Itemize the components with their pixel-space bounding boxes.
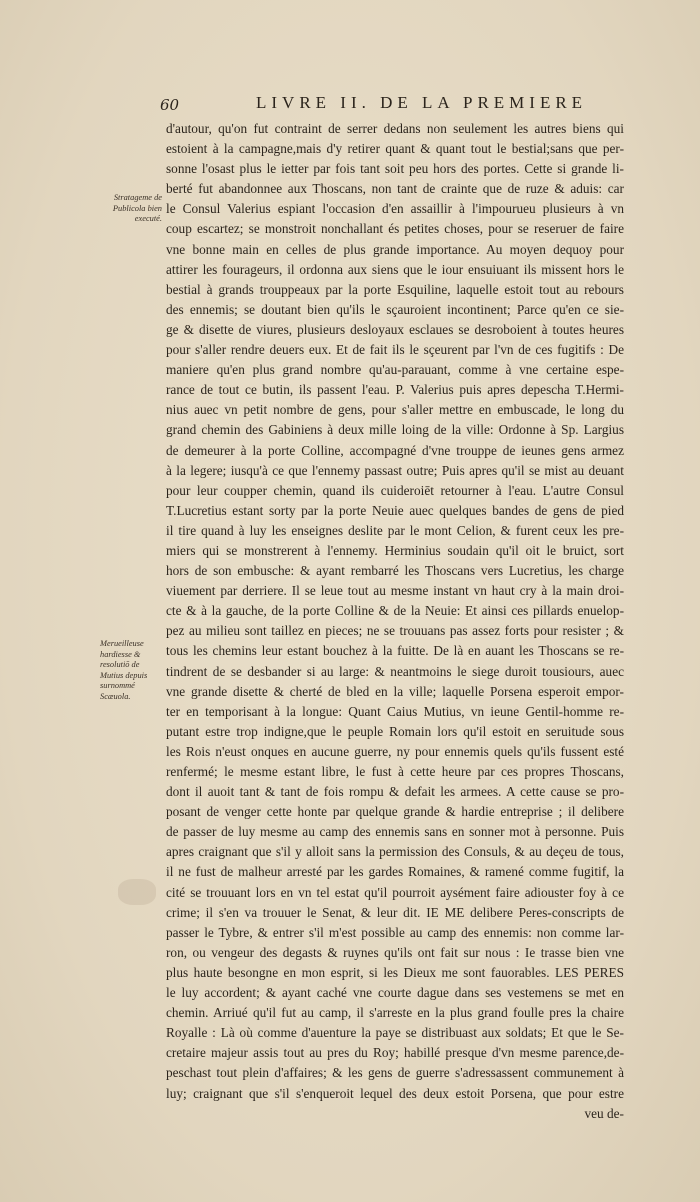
text-line: luy; craignant que s'il s'enqueroit lequel des deux estoit Porsena, que pour estre: [166, 1085, 624, 1101]
text-line: cité se trouuant lors en vn tel estat qu'il pourroit aysément faire adiouster foy à ce: [166, 884, 624, 900]
ink-stain: [118, 879, 156, 905]
text-line: bestial à grands trouppeaux par la porte Esquiline, laquelle estoit tout au rebours: [166, 281, 624, 297]
text-line: vne bonne main en celles de plus grande importance. Au moyen dequoy pour: [166, 241, 624, 257]
text-line: sonne l'osast plus le ietter par fois tant soit peu hors des portes. Cette si grande li-: [166, 161, 624, 177]
text-line: tindrent de se desbander si au large: & neantmoins le siege duroit tousiours, auec: [166, 663, 624, 679]
text-line: pour s'aller rendre deuers eux. Et de fait ils le sçeurent par l'vn de ces fugitifs : De: [166, 342, 624, 358]
text-line: apres craignant que s'il y alloit sans la permission des Consuls, & au deçeu de tous,: [166, 844, 624, 860]
text-line: hors de son embusche: & ayant rembarré les Thoscans vers Lucretius, les charge: [166, 563, 624, 579]
text-line: posant de venger cette honte par quelque grande & hardie entreprise ; il delibere: [166, 804, 624, 820]
text-line: peschast tout plein d'affaires; & les gens de guerre s'adressassent communement à: [166, 1065, 624, 1081]
text-line: attirer les fourageurs, il ordonna aux siens que le iour ensuiuant ils missent hors le: [166, 261, 624, 277]
margin-note-stratagem: Stratageme de Publicola bien executé.: [112, 193, 162, 223]
running-head: LIVRE II. DE LA PREMIERE: [256, 93, 588, 112]
text-line: pez au milieu sont taillez en pieces; ne se trouuans pas assez forts pour resister ; &: [166, 623, 624, 639]
text-line: de passer de luy mesme au camp des ennemis sans en sonner mot à personne. Puis: [166, 824, 624, 840]
text-line: ter en temporisant à la longue: Quant Caius Mutius, vn ieune Gentil-homme re-: [166, 703, 624, 719]
text-line: veu de-: [584, 1105, 624, 1121]
text-line: cretaire majeur assis tout au pres du Roy; habillé presque d'vn mesme parence,de-: [166, 1045, 624, 1061]
text-line: pour leur coupper chemin, quand ils cuideroiēt retourner à l'eau. L'autre Consul: [166, 482, 624, 498]
text-line: chemin. Arriué qu'il fut au camp, il s'arreste en la plus grand foulle pres la chaire: [166, 1005, 624, 1021]
text-line: viuement par derriere. Il se leue tout au mesme instant vn haut cry à la main droi-: [166, 583, 624, 599]
text-line: plus haute besongne en mon esprit, si les Dieux me sont fauorables. LES PERES: [166, 964, 624, 980]
text-line: de demeurer à la porte Colline, accompagné d'vne trouppe de ieunes gens armez: [166, 442, 624, 458]
text-line: ge & disette de viures, plusieurs desloyaux esclaues se desroboient à toutes heures: [166, 321, 624, 337]
text-line: le luy accordent; & ayant caché vne courte dague dans ses vestemens se met en: [166, 985, 624, 1001]
text-line: passer le Tybre, & entrer s'il m'est possible au camp des ennemis: non comme lar-: [166, 924, 624, 940]
text-line: il ne fust de malheur arresté par les gardes Romaines, & ramené comme fugitif, la: [166, 864, 624, 880]
text-line: crime; il s'en va trouuer le Senat, & leur dit. IE ME delibere Peres-conscripts de: [166, 904, 624, 920]
text-line: d'autour, qu'on fut contraint de serrer dedans non seulement les autres biens qui: [166, 121, 624, 136]
text-line: tous les chemins leur estant bouchez à la fuitte. De là en auant les Thoscans se re-: [166, 643, 624, 659]
text-line: grand chemin des Gabiniens à deux mille loing de la ville: Ordonne à Sp. Largius: [166, 422, 624, 438]
text-line: estoient à la campagne,mais d'y retirer quant & quant tout le bestial;sans que per-: [166, 141, 624, 157]
text-line: coup escartez; se monstroit nonchallant és petites choses, pour se reseruer de faire: [166, 221, 624, 237]
text-line: renfermé; le mesme estant libre, le fust à cette heure par ces propres Thoscans,: [166, 764, 624, 779]
text-line: miers qui se monstrerent à l'ennemy. Herminius soudain qu'il oit le bruict, sort: [166, 542, 624, 558]
text-line: à la legere; iusqu'à ce que l'ennemy passast outre; Puis apres qu'il se mist au deuant: [166, 462, 624, 478]
text-line: dont il auoit tant & tant de fois rompu & defait les armees. A cette cause se pro-: [166, 784, 624, 800]
text-line: vne grande disette & cherté de bled en la ville; laquelle Porsena esperoit empor-: [166, 683, 624, 699]
text-line: les Rois n'eust onques en aucune guerre, ny pour ennemis quels qu'ils fussent esté: [166, 743, 624, 759]
text-line: ron, ou vengeur des degasts & ruynes qu'ils ont fait sur nous : Ie trasse bien vne: [166, 944, 624, 960]
text-line: T.Lucretius estant sorty par la porte Neuie auec quelques bandes de gens de pied: [166, 502, 624, 518]
text-line: maniere qu'en plus grand nombre qu'au-parauant, comme à vne certaine espe-: [166, 362, 624, 378]
text-line: putant estre trop indigne,que le peuple Romain lors qu'il estoit en seruitude sous: [166, 723, 624, 739]
text-line: rance de tout ce butin, ils passent l'eau. P. Valerius puis apres depescha T.Hermi-: [166, 382, 624, 398]
page-number: 60: [160, 96, 180, 114]
text-line: cte & à la gauche, de la porte Colline & de la Neuie: Et ainsi ces pillards enuelop-: [166, 603, 624, 619]
text-line: berté fut abandonnee aux Thoscans, non tant de crainte que de ruze & aduis: car: [166, 181, 624, 197]
text-line: il tire quand à luy les enseignes deslite par le mont Celion, & furent ceux les pre-: [166, 522, 624, 538]
text-line: Royalle : Là où comme d'auenture la paye se distribuast aux soldats; Et que le Se-: [166, 1025, 624, 1041]
text-line: nius auec vn petit nombre de gens, pour s'aller mettre en embuscade, le long du: [166, 402, 624, 418]
text-line: le Consul Valerius espiant l'occasion d'en assaillir à l'impourueu plusieurs à vn: [166, 201, 624, 217]
body-text: [166, 119, 624, 1124]
text-line: des ennemis; se doutant bien qu'ils le sçauroient incontinent; Parce qu'en ce sie-: [166, 301, 624, 317]
margin-note-mutius: Merueilleuse hardiesse & resolutiō de Mutius depuis surnommé Scæuola.: [100, 639, 148, 701]
